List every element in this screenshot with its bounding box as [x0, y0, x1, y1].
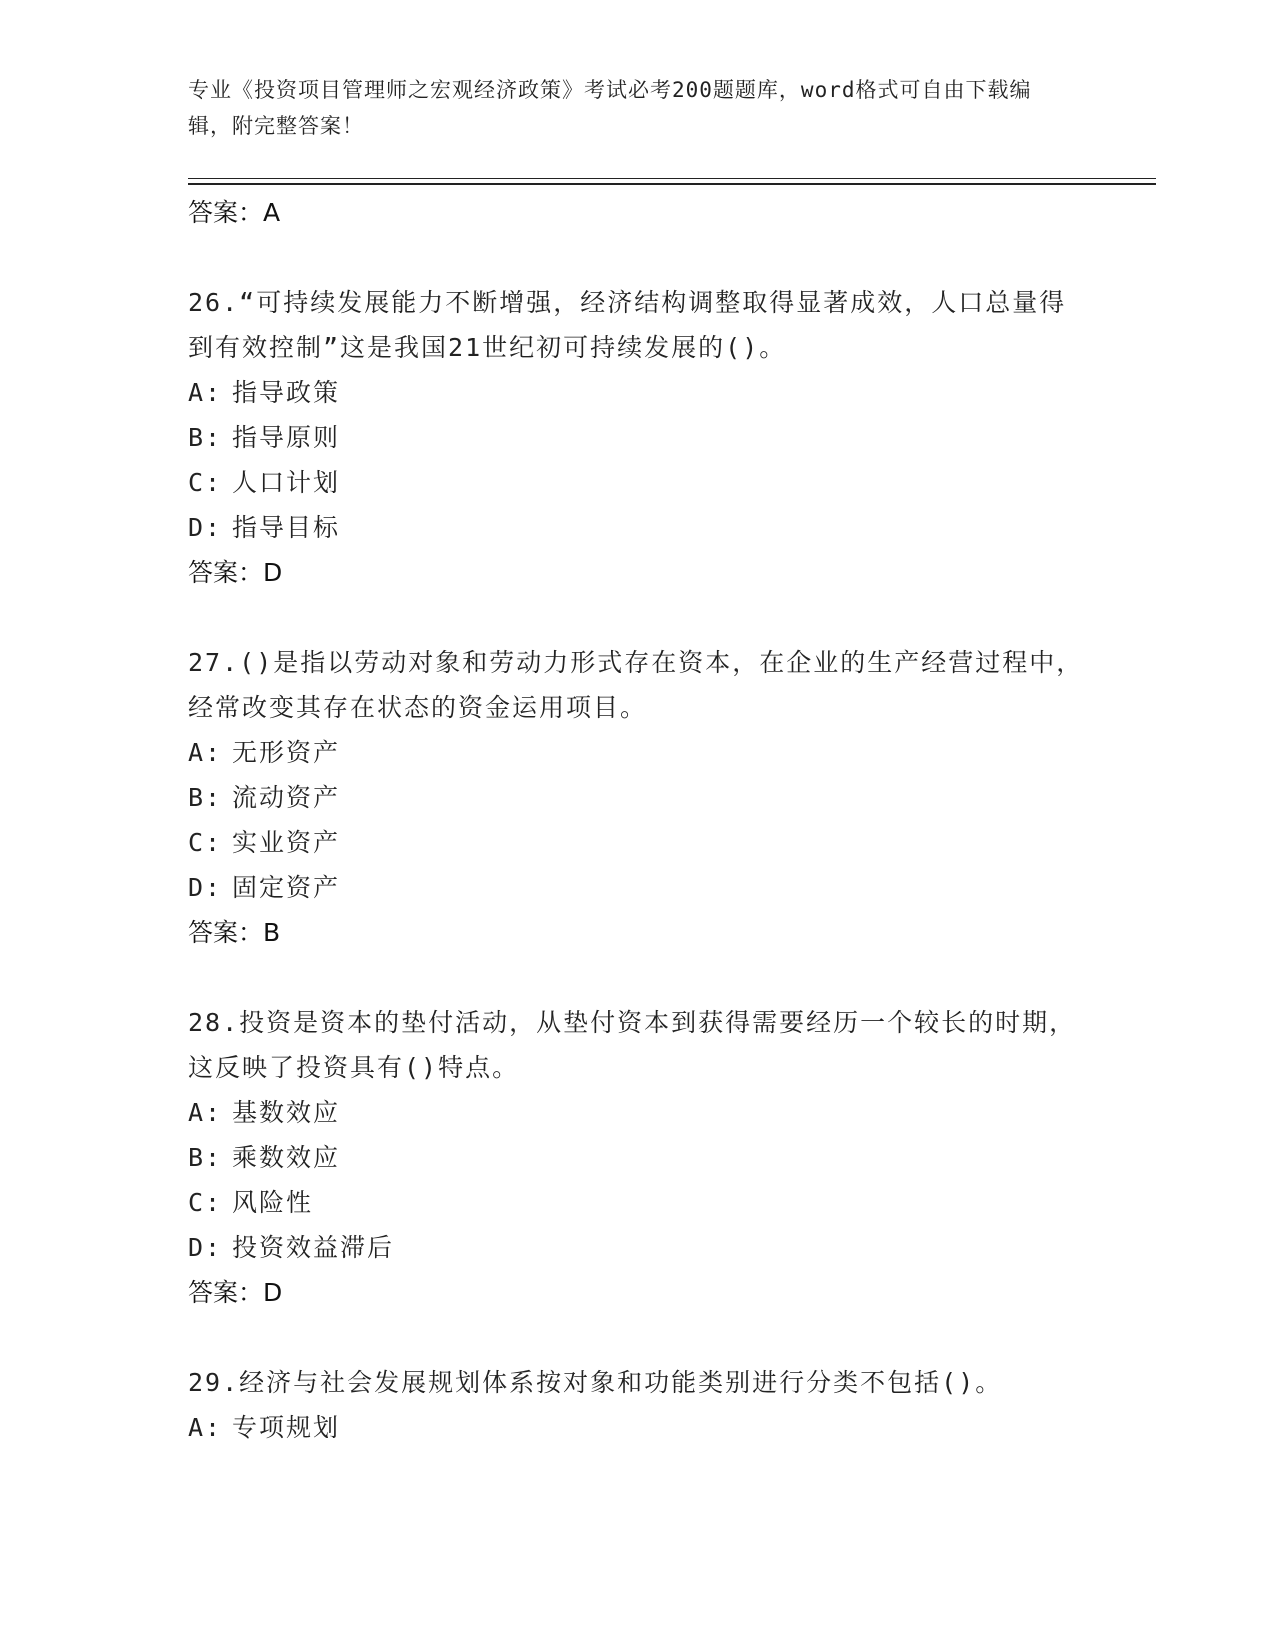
option-c [188, 820, 1088, 865]
header-divider-thin [188, 178, 1156, 179]
option-c [188, 460, 1088, 505]
option-a [188, 1090, 1088, 1135]
option-a [188, 370, 1088, 415]
question-item [188, 1000, 1088, 1316]
option-key: C: [188, 468, 223, 497]
option-key: C: [188, 828, 223, 857]
option-text: 固定资产 [232, 873, 341, 902]
option-key: B: [188, 783, 223, 812]
option-key: A: [188, 738, 223, 767]
option-key: D: [188, 873, 223, 902]
option-text: 指导原则 [232, 423, 341, 452]
option-text: 流动资产 [232, 783, 341, 812]
option-d [188, 1225, 1088, 1270]
option-text: 实业资产 [232, 828, 341, 857]
option-key: D: [188, 513, 223, 542]
option-key: B: [188, 423, 223, 452]
option-text: 专项规划 [232, 1413, 341, 1442]
option-text: 风险性 [232, 1188, 314, 1217]
question-stem: 28.投资是资本的垫付活动，从垫付资本到获得需要经历一个较长的时期，这反映了投资具有()特点。 [188, 1008, 1077, 1082]
option-c [188, 1180, 1088, 1225]
option-a [188, 1405, 1088, 1450]
question-stem: 29.经济与社会发展规划体系按对象和功能类别进行分类不包括()。 [188, 1368, 1003, 1397]
option-a [188, 730, 1088, 775]
option-b [188, 775, 1088, 820]
question-item [188, 640, 1088, 956]
option-b [188, 415, 1088, 460]
question-stem: 26.“可持续发展能力不断增强，经济结构调整取得显著成效，人口总量得到有效控制”这是我国21世纪初可持续发展的()。 [188, 288, 1067, 362]
option-text: 基数效应 [232, 1098, 341, 1127]
option-key: A: [188, 378, 223, 407]
option-key: B: [188, 1143, 223, 1172]
option-d [188, 865, 1088, 910]
option-text: 指导政策 [232, 378, 341, 407]
option-key: A: [188, 1098, 223, 1127]
option-key: C: [188, 1188, 223, 1217]
option-text: 投资效益滞后 [232, 1233, 395, 1262]
question-item [188, 1360, 1088, 1450]
option-text: 人口计划 [232, 468, 341, 497]
option-key: D: [188, 1233, 223, 1262]
answer-line: 答案：D [188, 558, 283, 587]
question-list [188, 190, 1088, 1450]
option-text: 乘数效应 [232, 1143, 341, 1172]
header-divider-thick [188, 183, 1156, 185]
answer-line: 答案：A [188, 198, 281, 227]
question-item [188, 280, 1088, 596]
option-key: A: [188, 1413, 223, 1442]
option-text: 指导目标 [232, 513, 341, 542]
option-b [188, 1135, 1088, 1180]
option-text: 无形资产 [232, 738, 341, 767]
answer-line: 答案：D [188, 1278, 283, 1307]
option-d [188, 505, 1088, 550]
answer-line: 答案：B [188, 918, 281, 947]
page-header: 专业《投资项目管理师之宏观经济政策》考试必考200题题库，word格式可自由下载编辑，附完整答案！ [188, 78, 1032, 138]
question-stem: 27.()是指以劳动对象和劳动力形式存在资本，在企业的生产经营过程中，经常改变其存在状态的资金运用项目。 [188, 648, 1084, 722]
